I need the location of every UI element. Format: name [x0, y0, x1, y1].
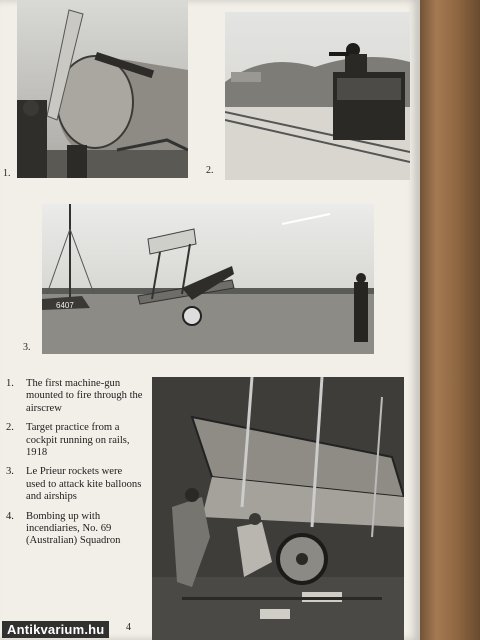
photo-le-prieur-rockets	[42, 204, 374, 354]
caption-item	[6, 378, 144, 415]
photo-number-2: 2.	[206, 165, 214, 176]
photo-number-1: 1.	[3, 168, 11, 179]
caption-text: Target practice from a cockpit running on rails, 1918	[26, 422, 130, 459]
watermark-logo: Antikvarium.hu	[2, 621, 109, 638]
photo-rail-target-practice	[225, 12, 410, 180]
caption-text: Bombing up with incendiaries, No. 69 (Australian) Squadron	[26, 510, 121, 547]
photo-number-3: 3.	[23, 342, 31, 353]
photo-number-4: 4	[126, 622, 131, 633]
book-cover-edge	[418, 0, 480, 640]
aircraft-serial: 6407	[56, 301, 74, 310]
caption-item	[6, 422, 144, 459]
caption-text: The first machine-gun mounted to fire through the airscrew	[26, 378, 143, 414]
caption-item	[6, 466, 144, 503]
photo-bombing-up	[152, 377, 404, 640]
caption-item	[6, 511, 144, 548]
caption-text: Le Prieur rockets were used to attack kite balloons and airships	[26, 466, 142, 503]
caption-number: 1.	[6, 378, 14, 389]
caption-number: 2.	[6, 422, 14, 434]
caption-number: 3.	[6, 466, 14, 478]
caption-list	[6, 378, 144, 555]
photo-machine-gun-airscrew	[17, 0, 188, 178]
caption-number: 4.	[6, 510, 14, 522]
